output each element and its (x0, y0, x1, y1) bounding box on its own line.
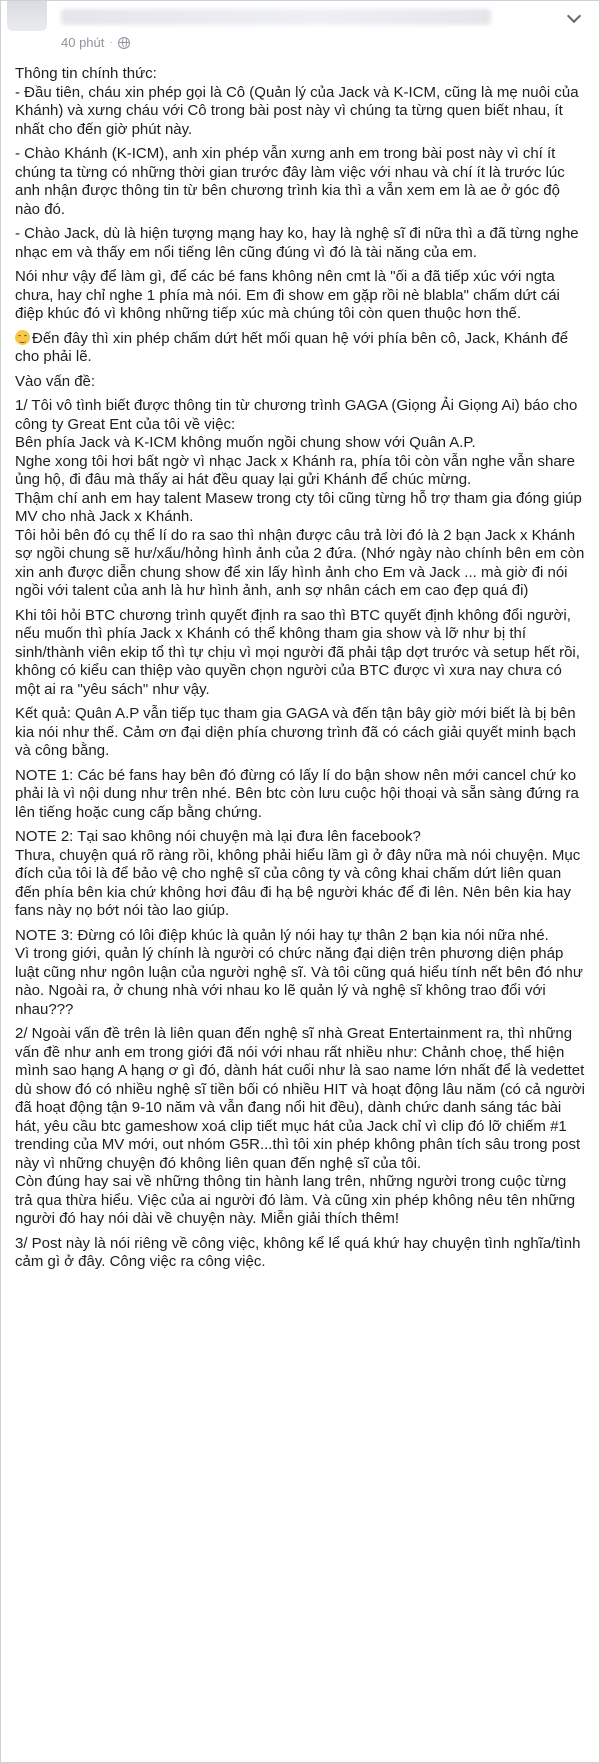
paragraph: NOTE 1: Các bé fans hay bên đó đừng có lấy lí do bận show nên mới cancel chứ ko phải là vì nội dung như trên nhé. Bên btc còn lưu cuộc hội thoại và sẵn sàng đứng ra lên tiếng hoặc cung cấp bằng chứng. (15, 766, 579, 821)
post-body (15, 65, 587, 1278)
avatar[interactable] (7, 1, 47, 31)
paragraph: Vào vấn đề: (15, 372, 96, 390)
paragraph: 1/ Tôi vô tình biết được thông tin từ chương trình GAGA (Giọng Ải Giọng Ai) báo cho công ty Great Ent của tôi về việc: Bên phía Jack và K-ICM không muốn ngồi chung show với Quân A.P. Nghe xong tôi hơi bất ngờ vì nhạc Jack x Khánh ra, phía tôi còn vẫn nghe vẫn share ủng hộ, đi đâu mà thấy ai hát đều quay lại gửi Khánh để chúc mừng. Thậm chí anh em hay talent Masew trong cty tôi cũng từng hỗ trợ tham gia đóng giúp MV cho nhà Jack x Khánh. Tôi hỏi bên đó cụ thể lí do ra sao thì nhận được câu trả lời đó là 2 bạn Jack x Khánh sợ ngồi chung sẽ hư/xấu/hỏng hình ảnh của 2 đứa. (Nhớ ngày nào chính bên em còn xin anh được diễn chung show để xin lấy hình ảnh cho Em và Jack ... mà giờ đi nói ngồi với talent của anh là hư hình ảnh, anh sợ nhân cách em cao đẹp quá đi) (15, 397, 585, 599)
paragraph: - Chào Khánh (K-ICM), anh xin phép vẫn xưng anh em trong bài post này vì chí ít chúng ta từng có những thời gian trước đây làm việc với nhau và chí ít là trước lúc anh nhận được thông tin từ bên chương trình kia thì a vẫn xem em là ae ở góc độ nào đó. (15, 145, 565, 218)
post-timestamp[interactable]: 40 phút (61, 35, 105, 50)
paragraph: NOTE 3: Đừng có lôi điệp khúc là quản lý nói hay tự thân 2 bạn kia nói nữa nhé. Vì trong giới, quản lý chính là người có chức năng đại diện trên phương diện pháp luật cũng như ngôn luận của người nghệ sĩ. Và tôi cũng quá hiểu tính nết bên đó như nào. Ngoài ra, ở chung nhà với nhau ko lẽ quản lý và nghệ sĩ không trao đổi với nhau??? (15, 926, 583, 1018)
globe-icon[interactable] (118, 37, 130, 49)
meta-separator: · (109, 37, 113, 48)
paragraph: Nói như vậy để làm gì, để các bé fans không nên cmt là "ối a đã tiếp xúc với ngta chưa, hay chỉ nghe 1 phía mà nói. Em đi show em gặp rồi nè blabla" chấm dứt cái điệp khúc đó vì không những tiếp xúc mà chúng tôi còn quen thuộc hơn thế. (15, 268, 560, 322)
post-header (1, 1, 599, 61)
smiling-emoji-icon (15, 330, 30, 345)
paragraph: NOTE 2: Tại sao không nói chuyện mà lại đưa lên facebook? Thưa, chuyện quá rõ ràng rồi, không phải hiểu lầm gì ở đây nữa mà nói chuyện. Mục đích của tôi là để bảo vệ cho nghệ sĩ của công ty và công khai chấm dứt liên quan đến phía bên kia chứ không hơi đâu đi hạ bệ người khác để đi lên. Nên bên kia hay fans này nọ bớt nói tào lao giúp. (15, 828, 581, 919)
paragraph: Khi tôi hỏi BTC chương trình quyết định ra sao thì BTC quyết định không đổi người, nếu muốn thì phía Jack x Khánh có thể không tham gia show và lỡ như bị thí sinh/thành viên ekip tổ thì tự chịu vì mọi người đã phải tập dợt trước và setup hết rồi, không có kiểu can thiệp vào quyền chọn người của BTC được vì xưa nay chưa có một ai ra "yêu sách" như vậy. (15, 606, 580, 698)
paragraph: - Chào Jack, dù là hiện tượng mạng hay ko, hay là nghệ sĩ đi nữa thì a đã từng nghe nhạc em và thấy em nổi tiếng lên cũng đúng vì đó là tài năng của em. (15, 225, 579, 261)
paragraph: Kết quả: Quân A.P vẫn tiếp tục tham gia GAGA và đến tận bây giờ mới biết là bị bên kia nói như thế. Cảm ơn đại diện phía chương trình đã có cách giải quyết minh bạch và công bằng. (15, 705, 576, 759)
paragraph-text: Đến đây thì xin phép chấm dứt hết mối quan hệ với phía bên cô, Jack, Khánh để cho phải lẽ. (15, 329, 569, 365)
post-meta (61, 35, 130, 50)
paragraph: 2/ Ngoài vấn đề trên là liên quan đến nghệ sĩ nhà Great Entertainment ra, thì những vấn đề như anh em trong giới đã nói với nhau rất nhiều như: Chảnh choẹ, thể hiện mình sao hạng A hạng ơ gì đó, dành hát cuối như là sao name lớn nhất để là vedettet dù show đó có nhiều nghệ sĩ tiền bối có nhiều HIT và hoạt động lâu năm (có cả người đã hoạt động tận 9-10 năm và vẫn đang nổi hit đều), dành chức danh sáng tác bài hát, yêu cầu btc gameshow xoá clip tiết mục hát của Jack chỉ vì clip đó lỡ chiếm #1 trending của MV mới, out nhóm G5R...thì tôi xin phép không phân tích sâu trong post này vì những chuyện đó không liên quan đến nghệ sĩ của tôi. Còn đúng hay sai về những thông tin hành lang trên, những người trong cuộc từng trả qua thừa hiểu. Việc của ai người đó làm. Và cũng xin phép không nêu tên những người đó hay nói dài về chuyện này. Miễn giải thích thêm! (15, 1025, 585, 1227)
paragraph: Thông tin chính thức: - Đầu tiên, cháu xin phép gọi là Cô (Quản lý của Jack và K-ICM, cũng là mẹ nuôi của Khánh) và xưng cháu với Cô trong bài post này vì chúng ta từng quen biết nhau, ít nhất cho đến giờ phút này. (15, 65, 579, 138)
paragraph-with-emoji (15, 330, 587, 367)
chevron-down-icon[interactable] (563, 9, 585, 25)
paragraph: 3/ Post này là nói riêng về công việc, không kể lể quá khứ hay chuyện tình nghĩa/tình cảm gì ở đây. Công việc ra công việc. (15, 1234, 581, 1270)
author-name-redacted[interactable] (61, 9, 491, 25)
